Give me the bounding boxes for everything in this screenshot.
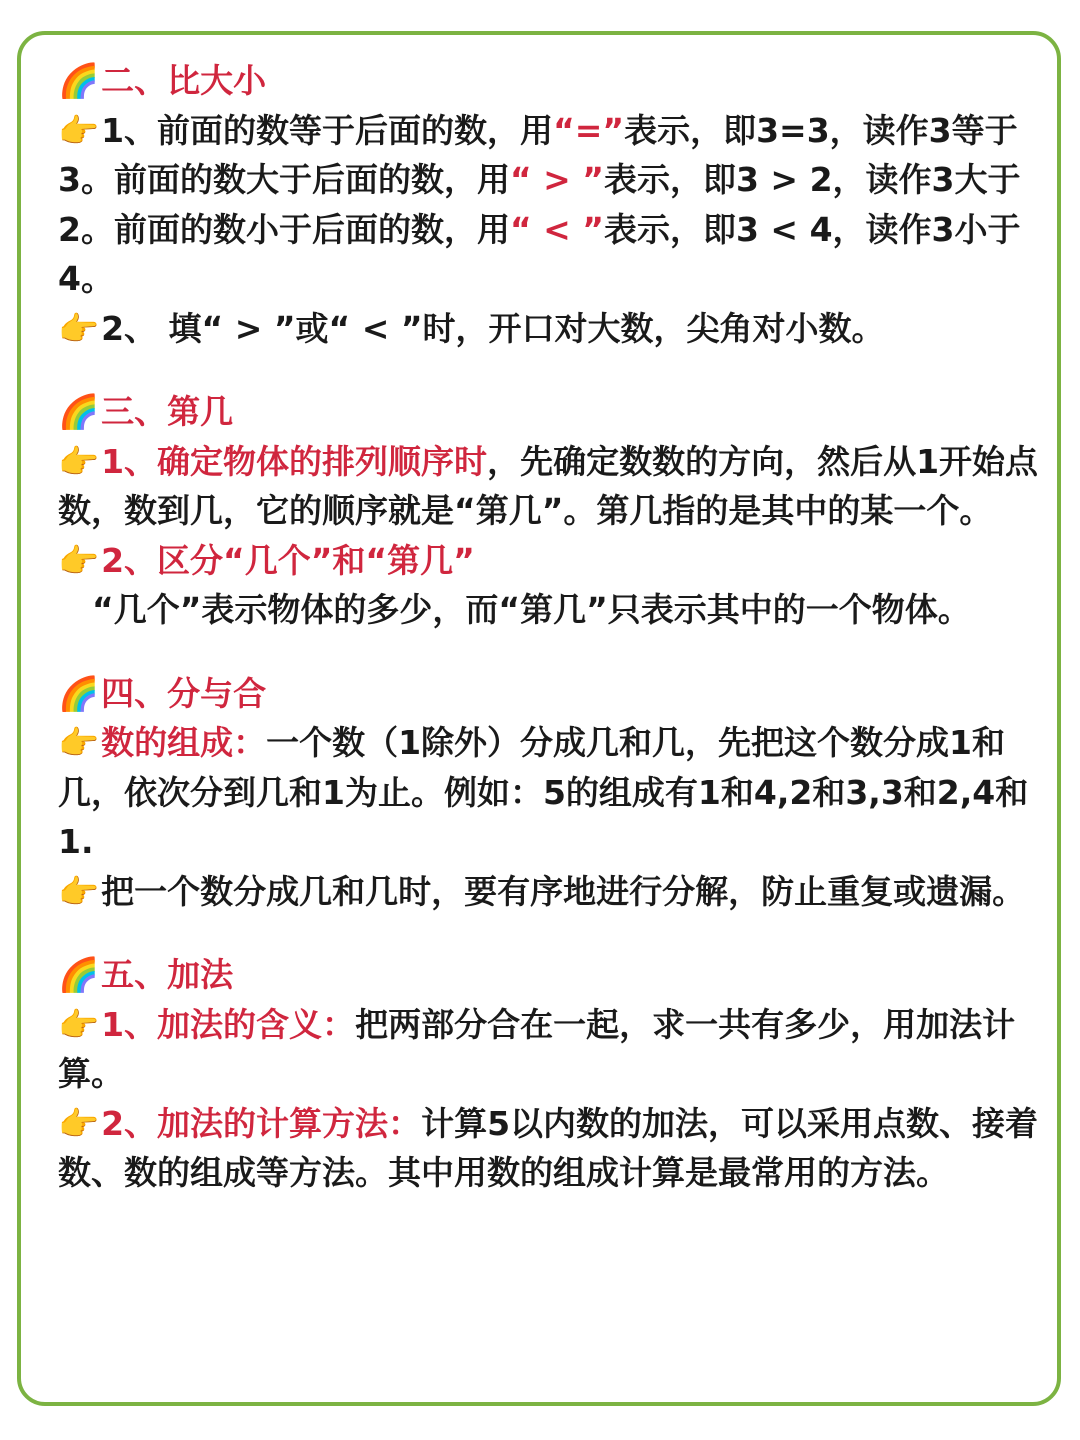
pointing-hand-icon: 👉 bbox=[58, 723, 100, 762]
pointing-hand-icon: 👉 bbox=[58, 1004, 100, 1044]
section-gap bbox=[58, 916, 1048, 950]
section-heading-compose: 🌈四、分与合 bbox=[58, 669, 1048, 719]
paragraph: “几个”表示物体的多少，而“第几”只表示其中的一个物体。 bbox=[92, 590, 971, 629]
rainbow-icon: 🌈 bbox=[58, 61, 100, 100]
rainbow-icon: 🌈 bbox=[58, 673, 100, 713]
document-body bbox=[58, 56, 1048, 1198]
paragraph: 👉数的组成：一个数（1除外）分成几和几，先把这个数分成1和几，依次分到几和1为止。例如：5的组成有1和4,2和3,3和2,4和1. bbox=[58, 718, 1048, 867]
paragraph: 👉2、区分“几个”和“第几” bbox=[58, 536, 1048, 586]
paragraph: 👉1、前面的数等于后面的数，用“=”表示，即3=3，读作3等于3。前面的数大于后面的数，用“ > ”表示，即3 > 2，读作3大于2。前面的数小于后面的数，用“ < ”表示，即3 < 4，读作3小于4。 bbox=[58, 106, 1048, 304]
paragraph: 👉2、加法的计算方法：计算5以内数的加法，可以采用点数、接着数、数的组成等方法。其中用数的组成计算是最常用的方法。 bbox=[58, 1099, 1048, 1198]
section-gap bbox=[58, 635, 1048, 669]
pointing-hand-icon: 👉 bbox=[58, 441, 100, 481]
pointing-hand-icon: 👉 bbox=[58, 540, 100, 580]
paragraph: 👉1、确定物体的排列顺序时，先确定数数的方向，然后从1开始点数，数到几，它的顺序就是“第几”。第几指的是其中的某一个。 bbox=[58, 437, 1048, 536]
paragraph: 👉把一个数分成几和几时，要有序地进行分解，防止重复或遗漏。 bbox=[58, 867, 1048, 917]
section-heading-compare: 🌈二、比大小 bbox=[58, 56, 1048, 106]
pointing-hand-icon: 👉 bbox=[58, 871, 100, 911]
rainbow-icon: 🌈 bbox=[58, 955, 100, 994]
section-heading-order: 🌈三、第几 bbox=[58, 387, 1048, 437]
rainbow-icon: 🌈 bbox=[58, 392, 100, 431]
section-heading-addition: 🌈五、加法 bbox=[58, 950, 1048, 1000]
pointing-hand-icon: 👉 bbox=[58, 1103, 100, 1143]
pointing-hand-icon: 👉 bbox=[58, 308, 100, 348]
paragraph: 👉2、 填“ > ”或“ < ”时，开口对大数，尖角对小数。 bbox=[58, 304, 1048, 354]
section-gap bbox=[58, 353, 1048, 387]
paragraph: 👉1、加法的含义：把两部分合在一起，求一共有多少，用加法计算。 bbox=[58, 1000, 1048, 1099]
pointing-hand-icon: 👉 bbox=[58, 110, 100, 150]
